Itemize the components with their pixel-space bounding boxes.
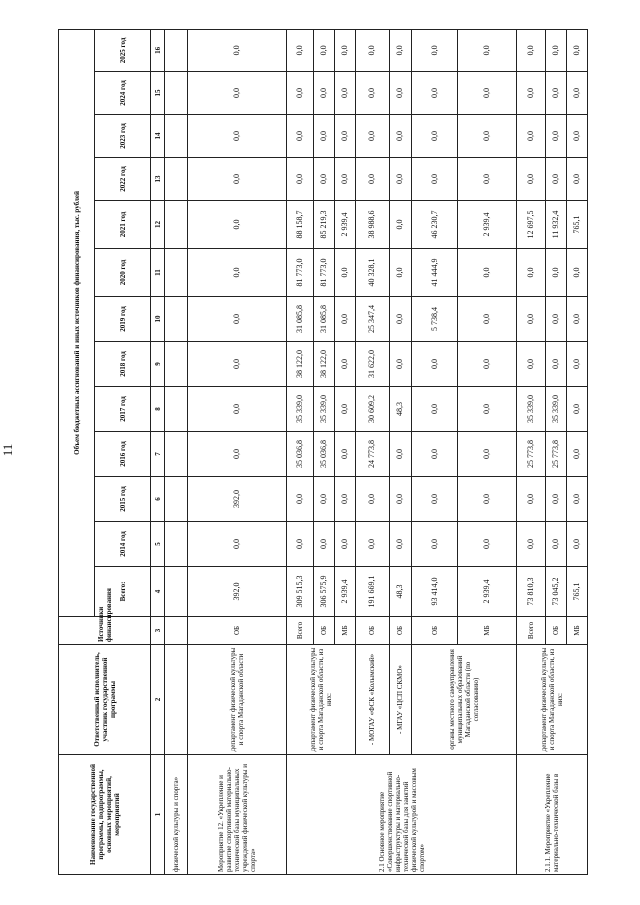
column-number: 16 [151,29,165,71]
table-row [356,29,389,874]
amount-year [165,115,188,158]
amount-year: 35 339,0 [516,387,545,432]
amount-year: 0,0 [567,158,588,201]
program-name: 2.1.1. Мероприятие «Укрепление материально-технической базы в [516,755,587,875]
amount-year: 0,0 [389,72,412,115]
funding-source: Всего [287,617,314,645]
column-number: 13 [151,158,165,201]
amount-year: 0,0 [516,477,545,522]
amount-year: 0,0 [546,477,567,522]
amount-year: 0,0 [458,342,516,387]
amount-year: 0,0 [389,29,412,71]
amount-year [165,201,188,249]
header-year: 2021 год [95,201,151,249]
amount-year [165,249,188,297]
amount-year [165,387,188,432]
amount-year: 0,0 [356,477,389,522]
funding-source: ОБ [314,617,335,645]
header-name: Наименование государственной программы, подпрограммы, основных мероприятий, мероприятий [59,755,151,875]
amount-year: 0,0 [546,29,567,71]
amount-year: 88 158,7 [287,201,314,249]
amount-year: 0,0 [412,29,458,71]
amount-year: 25 347,4 [356,297,389,342]
amount-year: 0,0 [314,158,335,201]
amount-year: 81 773,0 [287,249,314,297]
amount-year: 40 328,1 [356,249,389,297]
funding-source [165,617,188,645]
column-number: 3 [151,617,165,645]
amount-year: 0,0 [389,249,412,297]
amount-year: 0,0 [567,72,588,115]
amount-year: 0,0 [187,29,286,71]
amount-year: 0,0 [187,432,286,477]
funding-source: ОБ [412,617,458,645]
amount-year: 0,0 [356,72,389,115]
funding-source: МБ [335,617,356,645]
amount-year [165,72,188,115]
amount-year: 0,0 [567,249,588,297]
amount-year: 392,0 [187,477,286,522]
amount-year: 0,0 [187,297,286,342]
amount-year: 0,0 [546,158,567,201]
amount-total: 309 515,3 [287,567,314,617]
amount-year: 0,0 [516,522,545,567]
amount-year: 0,0 [458,29,516,71]
amount-year: 0,0 [287,72,314,115]
amount-year: 0,0 [516,249,545,297]
amount-year: 35 339,0 [314,387,335,432]
amount-year: 0,0 [516,72,545,115]
amount-year: 0,0 [335,249,356,297]
amount-year [165,477,188,522]
amount-total: 2 939,4 [335,567,356,617]
amount-total: 306 575,9 [314,567,335,617]
program-name: Мероприятие 12. «Укрепление и развитие спортивной материально-технической базы муниципальных учреждений физической культуры и спорта» [187,755,286,875]
amount-year: 0,0 [287,115,314,158]
executor [165,645,188,755]
amount-year: 0,0 [314,477,335,522]
amount-year: 0,0 [187,115,286,158]
amount-year: 0,0 [458,115,516,158]
page-number: 11 [0,443,15,457]
column-number: 11 [151,249,165,297]
amount-year: 0,0 [567,115,588,158]
column-number: 10 [151,297,165,342]
amount-year: 35 339,0 [287,387,314,432]
budget-table-sheet [58,30,588,875]
amount-year: 85 219,3 [314,201,335,249]
amount-year: 0,0 [187,249,286,297]
amount-year: 0,0 [187,522,286,567]
amount-year: 0,0 [335,297,356,342]
column-number: 5 [151,522,165,567]
amount-year: 31 085,8 [314,297,335,342]
amount-year: 0,0 [356,158,389,201]
amount-year: 0,0 [412,342,458,387]
column-number: 9 [151,342,165,387]
amount-year [165,297,188,342]
executor: - МОГАУ «ФСК «Колымский» [356,645,389,755]
amount-year [165,29,188,71]
amount-year: 0,0 [335,477,356,522]
amount-year: 46 230,7 [412,201,458,249]
amount-year: 0,0 [287,29,314,71]
amount-total: 191 669,1 [356,567,389,617]
header-year: 2015 год [95,477,151,522]
executor: департамент физической культуры и спорта Магаданской области [187,645,286,755]
column-number: 7 [151,432,165,477]
amount-year: 0,0 [567,29,588,71]
column-number: 4 [151,567,165,617]
amount-year: 41 444,9 [412,249,458,297]
amount-year: 5 738,4 [412,297,458,342]
amount-year: 0,0 [187,342,286,387]
amount-year: 0,0 [356,522,389,567]
amount-year: 0,0 [356,29,389,71]
amount-year: 0,0 [567,522,588,567]
executor: - МГАУ «ЦСП СКМО» [389,645,412,755]
amount-year: 0,0 [314,522,335,567]
amount-total: 48,3 [389,567,412,617]
amount-year: 11 932,4 [546,201,567,249]
funding-source: ОБ [187,617,286,645]
header-year: 2019 год [95,297,151,342]
amount-total [165,567,188,617]
table-row [187,29,286,874]
amount-year: 0,0 [516,297,545,342]
table-row [412,29,458,874]
amount-year: 12 697,5 [516,201,545,249]
executor: департамент физической культуры и спорта Магаданской области, из них: [287,645,356,755]
amount-year: 0,0 [458,249,516,297]
amount-year: 0,0 [412,477,458,522]
header-year: 2018 год [95,342,151,387]
table-row [287,29,314,874]
amount-year: 0,0 [458,432,516,477]
column-number: 2 [151,645,165,755]
amount-year: 38 122,0 [287,342,314,387]
amount-year: 35 036,8 [287,432,314,477]
header-year: 2014 год [95,522,151,567]
amount-year: 0,0 [287,477,314,522]
budget-table [58,29,588,875]
column-number: 12 [151,201,165,249]
amount-year: 0,0 [567,297,588,342]
amount-year: 0,0 [412,72,458,115]
header-year: 2016 год [95,432,151,477]
amount-year: 25 773,8 [516,432,545,477]
amount-year: 0,0 [516,115,545,158]
program-name: 2.1 Основное мероприятие «Совершенствование спортивной инфраструктуры и материально-технической базы для занятий физической культурой и массовым спортом» [287,755,517,875]
amount-year [165,342,188,387]
amount-total: 765,1 [567,567,588,617]
program-name: физической культуры и спорта» [165,755,188,875]
table-row [165,29,188,874]
funding-source: Всего [516,617,545,645]
amount-year: 0,0 [516,29,545,71]
amount-year: 0,0 [335,432,356,477]
column-number: 1 [151,755,165,875]
amount-year: 0,0 [567,387,588,432]
amount-year [165,432,188,477]
amount-year: 0,0 [314,72,335,115]
amount-year: 0,0 [314,115,335,158]
amount-year: 0,0 [187,387,286,432]
amount-year: 0,0 [389,522,412,567]
amount-year: 0,0 [314,29,335,71]
amount-year: 0,0 [546,297,567,342]
amount-year: 24 773,8 [356,432,389,477]
funding-source: МБ [567,617,588,645]
amount-year: 0,0 [458,72,516,115]
amount-year: 0,0 [412,158,458,201]
amount-year: 0,0 [458,387,516,432]
amount-year: 0,0 [335,522,356,567]
amount-year: 0,0 [335,158,356,201]
amount-year: 30 609,2 [356,387,389,432]
amount-year: 48,3 [389,387,412,432]
amount-year: 31 085,8 [287,297,314,342]
amount-year: 2 939,4 [335,201,356,249]
amount-year: 0,0 [458,522,516,567]
amount-year: 0,0 [335,72,356,115]
column-number: 6 [151,477,165,522]
amount-year: 31 622,0 [356,342,389,387]
amount-year: 0,0 [516,158,545,201]
amount-year: 0,0 [389,477,412,522]
amount-year: 38 122,0 [314,342,335,387]
amount-year: 0,0 [546,522,567,567]
table-row [389,29,412,874]
amount-year: 0,0 [458,158,516,201]
amount-year: 765,1 [567,201,588,249]
header-budget-group: Объем бюджетных ассигнований и иных источников финансирования, тыс. рублей [59,29,95,616]
amount-year: 0,0 [335,115,356,158]
amount-year: 0,0 [187,158,286,201]
amount-year: 0,0 [567,342,588,387]
header-source: Источники финансирования [59,617,151,645]
amount-year: 38 988,6 [356,201,389,249]
column-number: 8 [151,387,165,432]
header-year: 2017 год [95,387,151,432]
amount-year: 0,0 [389,342,412,387]
funding-source: ОБ [389,617,412,645]
amount-year [165,158,188,201]
amount-year: 2 939,4 [458,201,516,249]
header-year: 2020 год [95,249,151,297]
amount-year: 0,0 [567,477,588,522]
amount-year: 81 773,0 [314,249,335,297]
amount-year: 0,0 [567,432,588,477]
amount-total: 93 414,0 [412,567,458,617]
amount-year: 0,0 [389,297,412,342]
amount-year: 35 339,0 [546,387,567,432]
amount-year: 0,0 [389,432,412,477]
header-year: 2025 год [95,29,151,71]
amount-year: 0,0 [187,201,286,249]
column-number: 15 [151,72,165,115]
amount-year: 25 773,8 [546,432,567,477]
amount-year: 0,0 [335,29,356,71]
amount-year: 0,0 [335,342,356,387]
header-total: Всего: [95,567,151,617]
header-executor: Ответственный исполнитель, участник государственной программы [59,645,151,755]
amount-year: 0,0 [389,115,412,158]
amount-year: 0,0 [546,342,567,387]
header-year: 2024 год [95,72,151,115]
amount-year: 0,0 [389,158,412,201]
amount-year: 0,0 [287,522,314,567]
amount-year: 0,0 [458,297,516,342]
amount-total: 2 939,4 [458,567,516,617]
amount-year: 0,0 [412,115,458,158]
funding-source: ОБ [356,617,389,645]
funding-source: МБ [458,617,516,645]
amount-year: 0,0 [335,387,356,432]
column-number: 14 [151,115,165,158]
header-year: 2023 год [95,115,151,158]
amount-total: 73 045,2 [546,567,567,617]
table-row [516,29,545,874]
executor: органы местного самоуправления муниципальных образований Магаданской области (по согласованию) [412,645,516,755]
executor: департамент физической культуры и спорта Магаданской области, из них: [516,645,587,755]
amount-year: 0,0 [412,432,458,477]
amount-year: 0,0 [412,522,458,567]
amount-year: 0,0 [516,342,545,387]
funding-source: ОБ [546,617,567,645]
amount-year: 0,0 [458,477,516,522]
amount-year: 0,0 [187,72,286,115]
amount-year: 0,0 [412,387,458,432]
amount-year: 35 036,8 [314,432,335,477]
amount-year: 0,0 [389,201,412,249]
amount-total: 392,0 [187,567,286,617]
amount-year: 0,0 [546,115,567,158]
amount-year: 0,0 [356,115,389,158]
amount-year: 0,0 [546,249,567,297]
amount-total: 73 810,3 [516,567,545,617]
amount-year: 0,0 [287,158,314,201]
header-year: 2022 год [95,158,151,201]
amount-year: 0,0 [546,72,567,115]
amount-year [165,522,188,567]
